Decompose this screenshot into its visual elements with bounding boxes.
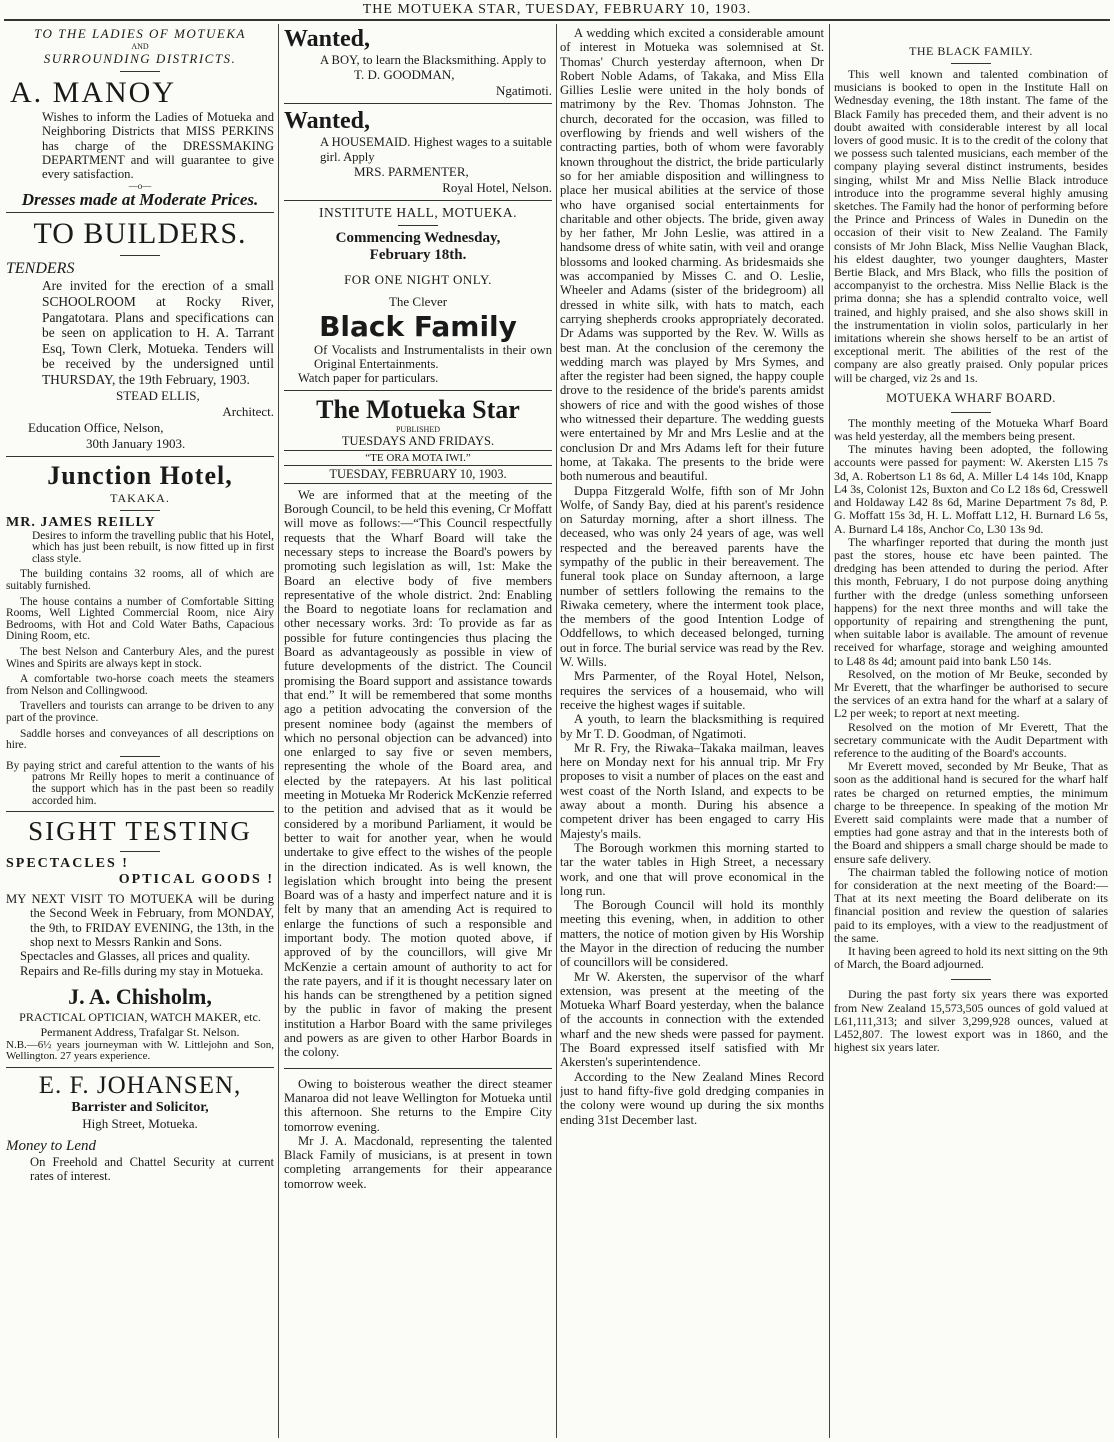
news-paragraph: Owing to boisterous weather the direct steamer Manaroa did not leave Wellington for Motueka until this afternoon. She returns to the Empire City tomorrow evening. <box>284 1076 552 1134</box>
editorial-article: We are informed that at the meeting of the Borough Council, to be held this evening, Cr Moffatt will move as follows:—“This Council respectfully requests that the Wharf Board will take the necessary steps to increase the Board's powers by promoting such legislation as will, 1st: Make the Board an elective body of five members representative of the whole district. 2nd: Enabling the Board to negotiate loans for reclamation and other necessary works. 3rd: To provide as far as possible for future contingencies thus placing the Board as advantageously as possible in view of future developments of the district. The Council promising the Board support and assistance towards that end.” It will be remembered that some months ago a petition advocating the conversion of the present nominee body (against the members of which no personal objection can be advanced) into one enlarged to say five or seven members, representing the whole of the Board area, and elected by the ratepayers. At his last political meeting in Motueka Mr Roderick McKenzie referred to the petition and advised that as it would be considered by a moribund Parliament, it would be better to wait for another year, when he would undertake to give effect to the wishes of the people in the direction indicated. As is well known, the legislation which brought into being the present Board was of a hasty and imperfect nature and it is felt by many that an amending Act is required to enlarge the functions of such a responsible and important body. The motion quoted above, if approved of by the councillors, will give Mr McKenzie a certain amount of authority to act for the rate payers, and if it is thought necessary later on his hands can be strengthened by a petition signed by the public in favor of making the present institution a Harbor Board with the same privileges and powers as are given to other Harbor Boards in the colony. <box>284 487 552 1060</box>
news-paragraph: A youth, to learn the blacksmithing is required by Mr T. D. Goodman, of Ngatimoti. <box>560 712 824 741</box>
news-paragraph: Resolved, on the motion of Mr Beuke, seconded by Mr Everett, that the wharfinger be authorised to secure the services of an extra hand for the wharf at a salary of L2 per week; to report at next meeting. <box>834 666 1108 721</box>
column-2 <box>284 26 552 1438</box>
column-4 <box>834 26 1108 1438</box>
ad-title: TO BUILDERS. <box>33 217 247 251</box>
ad-office: Education Office, Nelson, <box>28 419 164 435</box>
ad-title: Junction Hotel, <box>47 460 233 490</box>
ad-institute-hall <box>284 205 552 386</box>
ad-para: The best Nelson and Canterbury Ales, and the purest Wines and Spirits are always kept in stock. <box>6 645 274 670</box>
ad-title: Wanted, <box>284 108 371 135</box>
news-paragraph: Mr J. A. Macdonald, representing the talented Black Family of musicians, is at present in town completing arrangements for their appearance tomorrow week. <box>284 1133 552 1191</box>
ad-wanted-boy <box>284 26 552 99</box>
news-paragraph: Mr R. Fry, the Riwaka–Takaka mailman, leaves here on Monday next for his annual trip. Mr Fry proposes to visit a number of places on the east and west coast of the North Island, and expects to be away about a month. During his absence a competent driver has been engaged to carry His Majesty's mails. <box>560 740 824 841</box>
news-paragraph: The minutes having been adopted, the following accounts were passed for payment: W. Akersten L15 7s 3d, A. Robertson L1 8s 6d, A. Miller L4 14s 10d, Knapp L4 3s, Colonist 12s, Buxton and Co L2 18s 6d, Cresswell and Holdaway L42 8s 6d, Marine Department 7s 8d, P. G. Moffatt 15s 3d, H. L. Moffatt L12, H. Burnard L6 5s, A. Burnard L4 18s, Anchor Co, L30 13s 9d. <box>834 442 1108 536</box>
masthead-title: The Motueka Star <box>316 394 520 424</box>
masthead-date: TUESDAY, FEBRUARY 10, 1903. <box>329 466 507 481</box>
ad-subtitle: Money to Lend <box>6 1137 96 1154</box>
ad-mark: —o— <box>128 181 152 192</box>
column-divider <box>278 24 279 1438</box>
ad-para: A comfortable two-horse coach meets the steamers from Nelson and Collingwood. <box>6 673 274 697</box>
ad-signature: STEAD ELLIS, <box>116 387 200 403</box>
ad-date: 30th January 1903. <box>86 435 186 451</box>
ad-subtitle: FOR ONE NIGHT ONLY. <box>344 271 492 287</box>
ad-name: MR. JAMES REILLY <box>6 514 156 530</box>
ad-name: J. A. Chisholm, <box>68 983 212 1009</box>
news-paragraph: Mr Everett moved, seconded by Mr Beuke, That as soon as the additional hand is secured for the wharf half rates be charged on returned empties, the minimum charge to be threepence. In speaking of the motion Mr Everett said complaints were made that a number of empties had gone astray and that in the interests both of the Board and shippers a small charge should be made to ensure safe delivery. <box>834 759 1108 866</box>
ad-body: Wishes to inform the Ladies of Motueka and Neighboring Districts that MISS PERKINS has charge of the DRESSMAKING DEPARTMENT and will guarantee to give every satisfaction. <box>42 110 274 182</box>
ad-date: Commencing Wednesday, February 18th. <box>335 229 501 263</box>
ad-line: AND <box>131 42 149 51</box>
news-paragraph: Mrs Parmenter, of the Royal Hotel, Nelson, requires the services of a housemaid, who will receive the highest wages if suitable. <box>560 669 824 712</box>
ad-subtitle: OPTICAL GOODS ! <box>118 872 274 888</box>
news-paragraph: Duppa Fitzgerald Wolfe, fifth son of Mr John Wolfe, of Sandy Bay, died at his parent's residence on Saturday morning, after a short illness. The deceased, who was only 24 years of age, was well respected and the bereaved parents have the sympathy of the public in their bereavement. The funeral took place on Sunday afternoon, a large number of settlers following the remains to the Riwaka cemetery, where the interment took place, the members of the good Intention Lodge of Oddfellows, to which deceased belonged, turning out in force. The burial service was read by the Rev. W. Wills. <box>560 483 824 670</box>
column-3 <box>560 26 824 1438</box>
ad-para: Desires to inform the travelling public that his Hotel, which has just been rebuilt, is now fitted up in first class style. <box>32 529 274 565</box>
ad-para: The house contains a number of Comfortable Sitting Rooms, Well Lighted Commercial Room, nice Airy Bedrooms, with Hot and Cold Water Baths, Capacious Dining Room, etc. <box>6 595 274 643</box>
ad-name: MRS. PARMENTER, <box>354 163 469 179</box>
ad-body: A HOUSEMAID. Highest wages to a suitable girl. Apply <box>320 135 552 164</box>
news-paragraph: According to the New Zealand Mines Record just to hand fifty-five gold dredging companies in the colony were wound up during the six months ending 31st December last. <box>560 1069 824 1127</box>
ad-para: Spectacles and Glasses, all prices and quality. <box>20 949 250 964</box>
ad-note: Watch paper for particulars. <box>298 371 439 386</box>
ad-subtitle: SPECTACLES ! <box>6 856 129 872</box>
ad-body: Of Vocalists and Instrumentalists in their own Original Entertainments. <box>314 342 552 372</box>
ad-para: Travellers and tourists can arrange to be driven to any part of the province. <box>6 700 274 724</box>
news-paragraph: During the past forty six years there was exported from New Zealand 15,573,505 ounces of gold valued at L61,111,313; and silver 3,299,928 ounces, valued at L452,807. The lowest export was in 1860, and the highest six years later. <box>834 987 1108 1055</box>
ad-note: N.B.—6½ years journeyman with W. Littlejohn and Son, Wellington. 27 years experience. <box>6 1038 274 1063</box>
ad-johansen <box>6 1072 274 1184</box>
ad-name: A. MANOY <box>10 76 176 109</box>
ad-sight-testing <box>6 816 274 1063</box>
ad-body: Are invited for the erection of a small SCHOOLROOM at Rocky River, Pangatotara. Plans and specifications can be seen on application to H. A. Tarrant Esq, Town Clerk, Motueka. Tenders will be received by the undersigned until THURSDAY, the 19th February, 1903. <box>42 278 274 388</box>
ad-name: T. D. GOODMAN, <box>354 67 455 83</box>
ad-place: Ngatimoti. <box>496 83 552 99</box>
ad-name: E. F. JOHANSEN, <box>38 1071 242 1099</box>
ad-role: Barrister and Solicitor, <box>71 1099 209 1115</box>
ad-para: MY NEXT VISIT TO MOTUEKA will be during the Second Week in February, from MONDAY, the 9th, to FRIDAY EVENING, the 13th, in the shop next to Messrs Rankin and Sons. <box>6 892 274 949</box>
ad-manoy <box>6 26 274 208</box>
ad-wanted-housemaid <box>284 108 552 196</box>
column-1 <box>6 26 274 1438</box>
ad-address: Permanent Address, Trafalgar St. Nelson. <box>40 1024 240 1039</box>
masthead-days: TUESDAYS AND FRIDAYS. <box>341 433 495 448</box>
news-paragraph: The chairman tabled the following notice of motion for consideration at the next meeting of the Board:—That at its next meeting the Board deliberate on its financial position and review the question of salaries paid to its employes, with a view to the readjustment of the same. <box>834 864 1108 945</box>
article-heading: MOTUEKA WHARF BOARD. <box>886 390 1056 405</box>
ad-closing: By paying strict and careful attention to the wants of his patrons Mr Reilly hopes to merit a continuance of the support which has in the past been so readily accorded him. <box>6 759 274 807</box>
ad-subtitle: TENDERS <box>6 260 75 278</box>
news-paragraph: It having been agreed to hold its next sitting on the 9th of March, the Board adjourned. <box>834 944 1108 972</box>
ad-para: Saddle horses and conveyances of all descriptions on hire. <box>6 727 274 752</box>
ad-builders <box>6 217 274 451</box>
ad-name: Black Family <box>319 309 517 343</box>
ad-body: A BOY, to learn the Blacksmithing. Apply to <box>320 53 547 67</box>
column-divider <box>556 24 557 1438</box>
ad-line: SURROUNDING DISTRICTS. <box>43 51 237 66</box>
ad-junction-hotel <box>6 461 274 807</box>
ad-address: High Street, Motueka. <box>82 1115 198 1131</box>
ad-place: TAKAKA. <box>110 490 170 505</box>
masthead <box>284 395 552 484</box>
ad-para: The building contains 32 rooms, all of which are suitably furnished. <box>6 568 274 593</box>
page-header: THE MOTUEKA STAR, TUESDAY, FEBRUARY 10, 1903. <box>362 2 752 17</box>
ad-body: On Freehold and Chattel Security at current rates of interest. <box>30 1154 274 1184</box>
article-heading: THE BLACK FAMILY. <box>909 44 1033 58</box>
news-paragraph: The wharfinger reported that during the month just past the stores, house etc have been painted. The dredging has been attended to during the period. After this month, February, I do not purpose doing anything further with the dredge (unless something unforseen happens) for the next three months and will take the opportunity of repairing and strengthening the punt, when suitable labor is available. The amount of revenue received for wharfage, storage and weighing amounted to L48 8s 4d; amount paid into bank L50 14s. <box>834 534 1108 668</box>
news-paragraph: Resolved on the motion of Mr Everett, That the secretary communicate with the Audit Department with reference to the auditing of the Board's accounts. <box>834 719 1108 760</box>
news-paragraph: The Borough workmen this morning started to tar the water tables in High Street, a necessary work, and one that will prove economical in the long run. <box>560 840 824 898</box>
ad-role: Architect. <box>222 403 274 419</box>
ad-line: TO THE LADIES OF MOTUEKA <box>34 26 246 41</box>
ad-para: Repairs and Re-fills during my stay in Motueka. <box>20 963 264 978</box>
news-paragraph: Mr W. Akersten, the supervisor of the wharf extension, was present at the meeting of the Motueka Wharf Board yesterday, when the balance of the accounts in connection with the extended wharf and the new sheds were passed for payment. The Board expressed itself satisfied with Mr Akersten's superintendence. <box>560 969 824 1070</box>
news-paragraph: This well known and talented combination of musicians is booked to open in the Institute Hall on Wednesday evening, the 18th instant. The fame of the Black Family has preceded them, and their advent is no doubt awaited with considerable interest by all local lovers of good music. It is to the credit of the colony that we possess such talented musicians, each member of the company playing several distinct instruments, besides singing, whilst Mr and Miss Nellie Black introduce introduce into the programme several highly amusing sketches. The Family had the honor of performing before the Prince and Princess of Wales in Dunedin on the occasion of their visit to New Zealand. The Family consists of Mr John Black, Miss Nellie Vaughan Black, his eldest daughter, two younger daughters, Master Bertie Black, and Mrs Black, who fills the position of accompanyist to the orchestra. Miss Nellie Black is the prima donna; she has a splendid contralto voice, well trained, and highly praised, and she also shows skill in the instrumentation in violin solos, particularly in her imitations wherein she shows herself to be an artist of exceptional merit. The abilities of the rest of the company are also greatly praised. Only popular prices will be charged, viz 2s and 1s. <box>834 67 1108 385</box>
news-paragraph: The Borough Council will hold its monthly meeting this evening, when, in addition to other matters, the notice of motion given by His Worship the Mayor in the direction of reducing the number of councillors will be considered. <box>560 898 824 970</box>
ad-place: Royal Hotel, Nelson. <box>442 179 552 195</box>
ad-title: Wanted, <box>284 26 371 52</box>
masthead-motto: “TE ORA MOTA IWI.” <box>365 451 471 464</box>
ad-footer: Dresses made at Moderate Prices. <box>21 190 259 210</box>
ad-title: INSTITUTE HALL, MOTUEKA. <box>319 204 517 220</box>
header-rule <box>4 19 1110 21</box>
ad-trade: PRACTICAL OPTICIAN, WATCH MAKER, etc. <box>19 1009 261 1024</box>
ad-text: The Clever <box>388 293 448 309</box>
news-paragraph: A wedding which excited a considerable amount of interest in Motueka was solemnised at St. Thomas' Church yesterday afternoon, when Dr Robert Noble Adams, of Takaka, and Miss Ella Gillies Leslie were united in the holy bonds of matrimony by the Rev. Thomas Johnston. The church, decorated for the occasion, was filled to overflowing by friends and well wishers of the contracting parties, both of whom were favorably known throughout the district, the bride particularly so for her amiable disposition and willingness to place her musical abilities at the service of those who have organised social entertainments for charitable and other objects. The bride, given away by her father, Mr John Leslie, was attired in a handsome dress of white satin, with veil and orange blossoms and looked charming. As bridesmaids she was accompanied by Misses C. and O. Leslie, Wheeler and Adams (sister of the bridegroom) all dressed in white silk, with hats to match, each carrying shepherds crooks appropriately decorated. Dr Adams was supported by the Rev. W. Wills as best man. At the conclusion of the ceremony the wedding march was played by Mrs Symes, and after the register had been signed, the happy couple drove to the residence of the bride's parents amidst showers of rice and with the good wishes of those who witnessed their departure. The wedding guests were entertained by Mr and Mrs Leslie and at the conclusion Dr and Mrs Adams left for their future home, at Takaka. The presents to the bride were both numerous and beautiful. <box>560 26 824 484</box>
column-divider <box>829 24 830 1438</box>
masthead-published: PUBLISHED <box>395 424 440 434</box>
news-paragraph: The monthly meeting of the Motueka Wharf Board was held yesterday, all the members being present. <box>834 415 1108 444</box>
ad-title: SIGHT TESTING <box>28 816 252 847</box>
